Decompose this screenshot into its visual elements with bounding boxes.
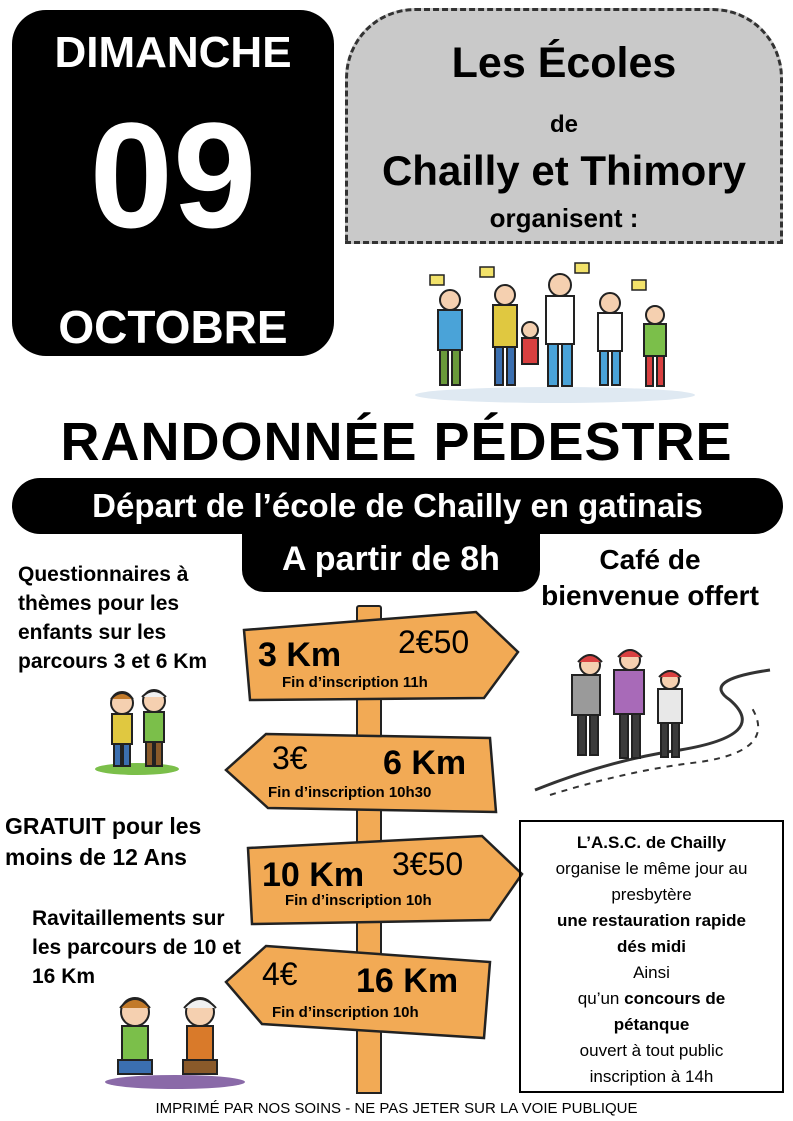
kids-illustration-top [92, 683, 182, 775]
route-1-price: 2€50 [398, 624, 470, 660]
organizers-line1: Les Écoles [451, 39, 677, 87]
association-box [519, 820, 784, 1093]
association-line9: ouvert à tout public [579, 1041, 724, 1060]
date-number: 09 [89, 91, 257, 259]
departure-banner: Départ de l’école de Chailly en gatinais [12, 478, 783, 534]
event-title: RANDONNÉE PÉDESTRE [60, 412, 733, 472]
association-line7b: concours de [624, 989, 726, 1008]
organizers-line4: organisent : [489, 203, 639, 233]
footer-notice: IMPRIMÉ PAR NOS SOINS - NE PAS JETER SUR LA VOIE PUBLIQUE [155, 1100, 638, 1117]
free-entry-note: GRATUIT pour les moins de 12 Ans [5, 813, 202, 870]
date-month: OCTOBRE [58, 301, 288, 353]
route-2-deadline: Fin d’inscription 10h30 [268, 784, 432, 801]
date-block [12, 10, 334, 356]
association-line4: une restauration rapide [557, 911, 746, 930]
organizers-line2: de [549, 111, 578, 138]
route-4-distance: 16 Km [356, 962, 459, 1000]
route-3-distance: 10 Km [262, 856, 365, 894]
route-3-price: 3€50 [392, 846, 464, 882]
association-line3: presbytère [611, 885, 692, 904]
association-line2: organise le même jour au [555, 859, 748, 878]
route-4-price: 4€ [262, 956, 298, 992]
association-line5: dés midi [617, 937, 686, 956]
organizers-line3: Chailly et Thimory [381, 147, 747, 194]
route-3-deadline: Fin d’inscription 10h [285, 892, 432, 909]
hikers-trail-illustration [530, 640, 780, 800]
cafe-note: Café de bienvenue offert [541, 544, 759, 611]
association-line1: L’A.S.C. de Chailly [576, 833, 727, 852]
route-1-distance: 3 Km [258, 636, 342, 674]
route-1-deadline: Fin d’inscription 11h [282, 674, 428, 691]
association-line10: inscription à 14h [589, 1067, 714, 1086]
organizers-box [345, 8, 783, 244]
association-line8: pétanque [613, 1015, 690, 1034]
route-2-distance: 6 Km [383, 744, 467, 782]
start-time-banner: A partir de 8h [242, 526, 540, 592]
hikers-illustration [410, 255, 700, 405]
route-4-deadline: Fin d’inscription 10h [272, 1004, 419, 1021]
association-line6: Ainsi [633, 963, 670, 982]
date-day: DIMANCHE [54, 28, 292, 77]
association-line7a: qu’un [577, 989, 625, 1008]
questionnaire-note: Questionnaires à thèmes pour les enfants sur les parcours 3 et 6 Km [18, 563, 208, 673]
supplies-note: Ravitaillements sur les parcours de 10 et 16 Km [32, 907, 241, 988]
association-line7 [521, 986, 782, 1012]
route-2-price: 3€ [272, 740, 308, 776]
